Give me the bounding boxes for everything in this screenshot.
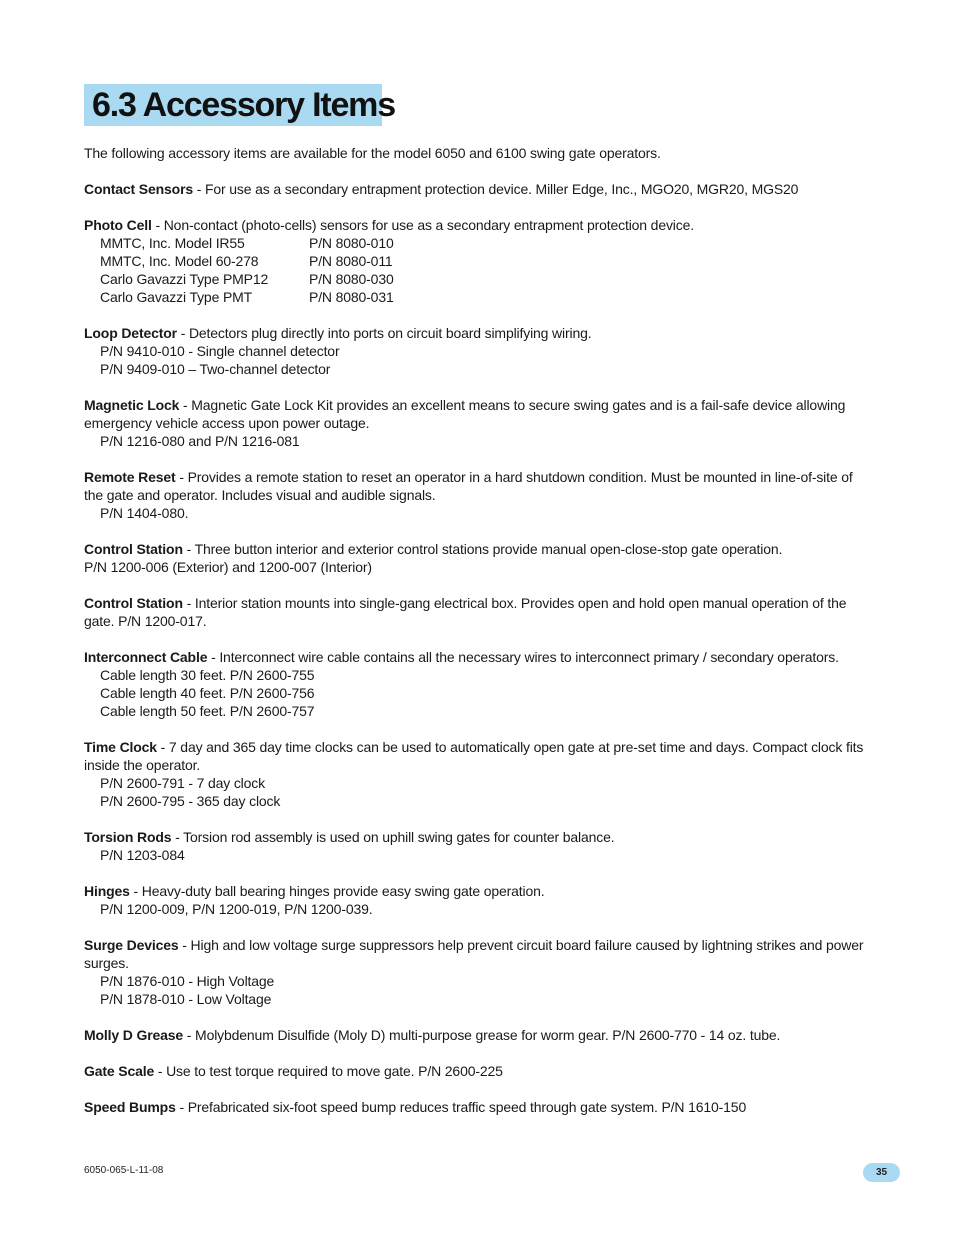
accessory-hinges [84,882,874,918]
item-term: Magnetic Lock [84,397,180,413]
accessory-control-station-exterior-interior [84,540,874,576]
item-description: - High and low voltage surge suppressors help prevent circuit board failure caused by lightning strikes and power surges. [84,937,864,971]
part-line: P/N 1203-084 [100,847,185,863]
item-term: Hinges [84,883,130,899]
part-model: MMTC, Inc. Model 60-278 [100,253,259,269]
part-line: Cable length 50 feet. P/N 2600-757 [100,703,315,719]
accessory-molly-d-grease [84,1026,874,1044]
item-term: Speed Bumps [84,1099,176,1115]
accessory-gate-scale [84,1062,874,1080]
document-body [84,144,874,1134]
part-model: Carlo Gavazzi Type PMP12 [100,271,269,287]
part-line: Cable length 30 feet. P/N 2600-755 [100,667,315,683]
document-code: 6050-065-L-11-08 [84,1165,164,1176]
part-number: P/N 8080-011 [309,253,393,269]
part-row [84,288,874,306]
part-row [84,234,874,252]
item-term: Control Station [84,541,183,557]
item-description: - 7 day and 365 day time clocks can be used to automatically open gate at pre-set time and days. Compact clock fits inside the operator. [84,739,864,773]
item-term: Control Station [84,595,183,611]
part-line: P/N 1216-080 and P/N 1216-081 [100,433,300,449]
part-line: P/N 2600-791 - 7 day clock [100,775,265,791]
accessory-torsion-rods [84,828,874,864]
accessory-control-station-interior [84,594,874,630]
part-line: Cable length 40 feet. P/N 2600-756 [100,685,315,701]
item-description: - Interior station mounts into single-gang electrical box. Provides open and hold open manual operation of the gate. P/N 1200-017. [84,595,847,629]
item-term: Photo Cell [84,217,152,233]
item-term: Contact Sensors [84,181,193,197]
item-description: - Three button interior and exterior control stations provide manual open-close-stop gate operation. [182,541,783,557]
item-description: - Use to test torque required to move gate. P/N 2600-225 [154,1063,503,1079]
part-row [84,270,874,288]
accessory-time-clock [84,738,874,810]
item-term: Surge Devices [84,937,179,953]
part-number: P/N 8080-031 [309,289,394,305]
item-term: Interconnect Cable [84,649,208,665]
accessory-magnetic-lock [84,396,874,450]
page-title: 6.3 Accessory Items [84,84,382,126]
part-line: P/N 1878-010 - Low Voltage [100,991,272,1007]
part-model: Carlo Gavazzi Type PMT [100,289,253,305]
item-description: - Interconnect wire cable contains all the necessary wires to interconnect primary / secondary operators. [207,649,839,665]
part-line: P/N 1404-080. [100,505,189,521]
item-description: - Prefabricated six-foot speed bump reduces traffic speed through gate system. P/N 1610-150 [175,1099,747,1115]
accessory-remote-reset [84,468,874,522]
part-line: P/N 1200-006 (Exterior) and 1200-007 (Interior) [84,559,372,575]
accessory-loop-detector [84,324,874,378]
part-line: P/N 1876-010 - High Voltage [100,973,275,989]
part-line: P/N 9410-010 - Single channel detector [100,343,340,359]
accessory-contact-sensors [84,180,874,198]
item-term: Gate Scale [84,1063,155,1079]
part-line: P/N 2600-795 - 365 day clock [100,793,281,809]
item-description: - Magnetic Gate Lock Kit provides an excellent means to secure swing gates and is a fail-safe device allowing emergency vehicle access upon power outage. [84,397,846,431]
item-description: - Non-contact (photo-cells) sensors for use as a secondary entrapment protection device. [151,217,694,233]
item-term: Torsion Rods [84,829,172,845]
page-number-badge: 35 [863,1163,900,1182]
item-term: Time Clock [84,739,157,755]
item-description: - Molybdenum Disulfide (Moly D) multi-purpose grease for worm gear. P/N 2600-770 - 14 oz. tube. [183,1027,781,1043]
accessory-speed-bumps [84,1098,874,1116]
part-line: P/N 1200-009, P/N 1200-019, P/N 1200-039. [100,901,373,917]
accessory-interconnect-cable [84,648,874,720]
item-term: Molly D Grease [84,1027,184,1043]
intro-paragraph: The following accessory items are available for the model 6050 and 6100 swing gate operators. [84,145,661,161]
part-number: P/N 8080-010 [309,235,394,251]
part-number: P/N 8080-030 [309,271,394,287]
item-description: - Provides a remote station to reset an operator in a hard shutdown condition. Must be mounted in line-of-site of the gate and operator. Includes visual and audible signals. [84,469,853,503]
item-description: - Torsion rod assembly is used on uphill swing gates for counter balance. [171,829,615,845]
item-description: - For use as a secondary entrapment protection device. Miller Edge, Inc., MGO20, MGR20, MGS20 [193,181,799,197]
item-term: Loop Detector [84,325,177,341]
item-description: - Heavy-duty ball bearing hinges provide easy swing gate operation. [129,883,545,899]
accessory-surge-devices [84,936,874,1008]
part-line: P/N 9409-010 – Two-channel detector [100,361,331,377]
item-description: - Detectors plug directly into ports on circuit board simplifying wiring. [176,325,592,341]
part-row [84,252,874,270]
item-term: Remote Reset [84,469,176,485]
accessory-photo-cell [84,216,874,306]
part-model: MMTC, Inc. Model IR55 [100,235,245,251]
